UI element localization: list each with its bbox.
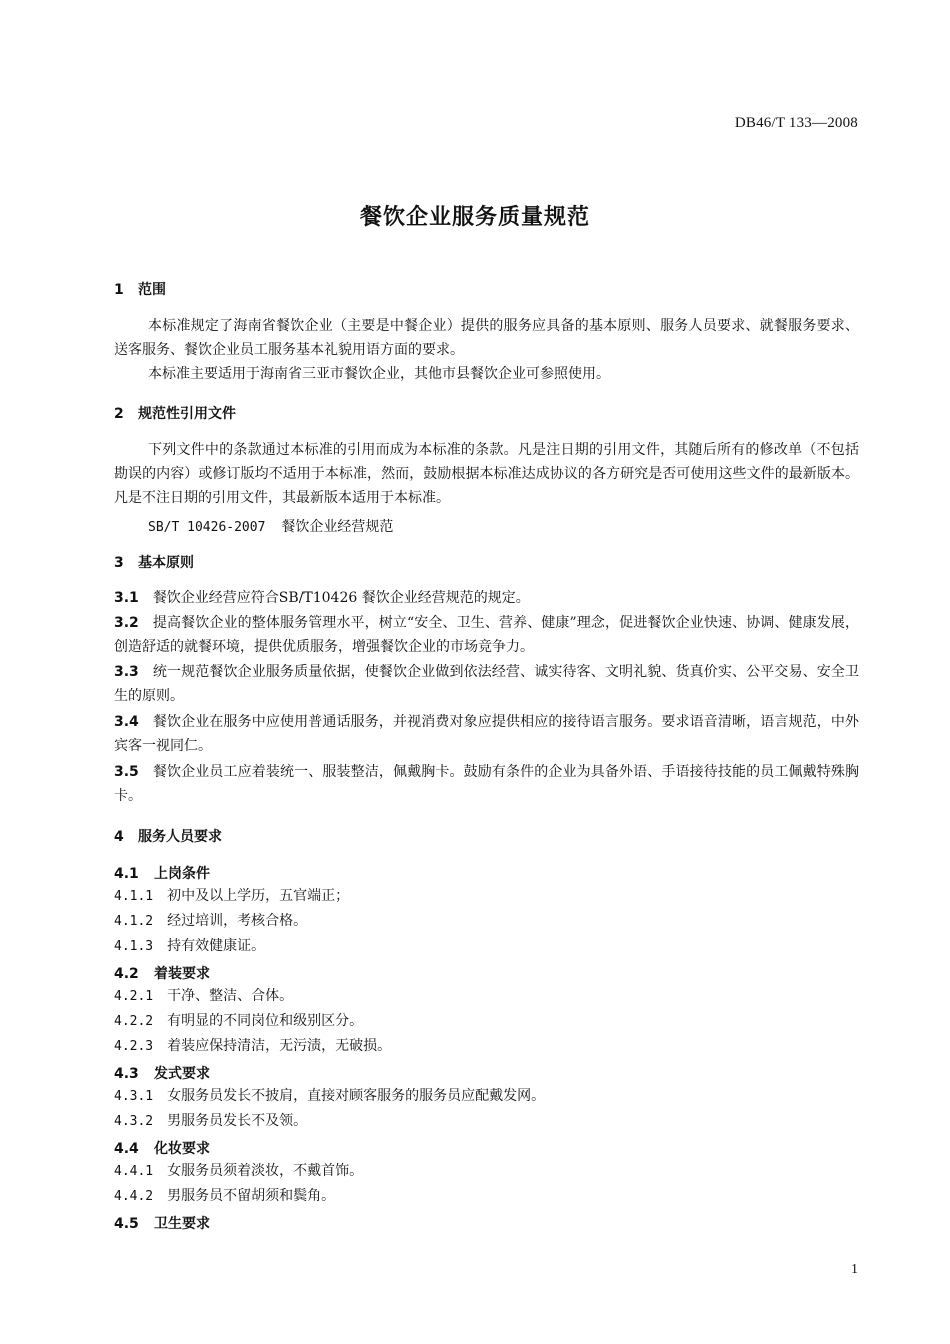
clause-text: 餐饮企业经营应符合SB/T10426 餐饮企业经营规范的规定。 [152, 590, 530, 606]
clause-number: 3.1 [114, 590, 139, 606]
subsection-number: 4.5 [114, 1216, 139, 1232]
subsection-heading-4-5 [114, 1213, 210, 1233]
clause-number: 3.4 [114, 714, 139, 730]
normative-reference [148, 516, 393, 536]
section-title: 规范性引用文件 [138, 406, 236, 422]
section-title: 基本原则 [138, 555, 194, 571]
subsection-heading-4-4 [114, 1138, 210, 1158]
clause-text: 统一规范餐饮企业服务质量依据，使餐饮企业做到依法经营、诚实待客、文明礼貌、货真价实、公平交易、安全卫生的原则。 [114, 664, 859, 704]
section-number: 3 [114, 555, 124, 571]
section-heading-4 [114, 826, 222, 846]
item-number: 4.2.3 [114, 1039, 154, 1054]
document-number: DB46/T 133—2008 [734, 115, 858, 131]
paragraph: 本标准规定了海南省餐饮企业（主要是中餐企业）提供的服务应具备的基本原则、服务人员要求、就餐服务要求、送客服务、餐饮企业员工服务基本礼貌用语方面的要求。 [114, 318, 859, 358]
subsection-number: 4.3 [114, 1066, 139, 1082]
subsection-title: 化妆要求 [154, 1141, 210, 1157]
subsection-title: 卫生要求 [154, 1216, 210, 1232]
subsection-title: 发式要求 [154, 1066, 210, 1082]
item-text: 男服务员发长不及领。 [167, 1113, 308, 1129]
reference-code: SB/T 10426-2007 [148, 520, 266, 535]
subsection-number: 4.1 [114, 866, 139, 882]
item-number: 4.1.1 [114, 889, 154, 904]
item-number: 4.1.3 [114, 939, 154, 954]
clause-text: 餐饮企业员工应着装统一、服装整洁，佩戴胸卡。鼓励有条件的企业为具备外语、手语接待技能的员工佩戴特殊胸卡。 [114, 764, 859, 804]
item-text: 经过培训，考核合格。 [167, 913, 308, 929]
item-number: 4.2.1 [114, 989, 154, 1004]
clause-number: 3.5 [114, 764, 139, 780]
clause-3-2 [114, 611, 859, 659]
item-4-4-1 [114, 1159, 363, 1184]
item-number: 4.2.2 [114, 1014, 154, 1029]
paragraph: 下列文件中的条款通过本标准的引用而成为本标准的条款。凡是注日期的引用文件，其随后所有的修改单（不包括勘误的内容）或修订版均不适用于本标准，然而，鼓励根据本标准达成协议的各方研究是否可使用这些文件的最新版本。凡是不注日期的引用文件，其最新版本适用于本标准。 [114, 442, 859, 506]
item-4-3-1 [114, 1084, 545, 1109]
item-4-4-2 [114, 1184, 335, 1209]
section-number: 2 [114, 406, 124, 422]
section-heading-1 [114, 279, 166, 299]
paragraph: 本标准主要适用于海南省三亚市餐饮企业，其他市县餐饮企业可参照使用。 [148, 366, 610, 382]
clause-number: 3.2 [114, 615, 139, 631]
item-number: 4.3.1 [114, 1089, 154, 1104]
subsection-number: 4.2 [114, 966, 139, 982]
item-text: 初中及以上学历，五官端正； [167, 888, 350, 904]
subsection-heading-4-1 [114, 863, 210, 883]
document-title: 餐饮企业服务质量规范 [359, 205, 590, 230]
item-text: 女服务员发长不披肩，直接对顾客服务的服务员应配戴发网。 [167, 1088, 546, 1104]
section-title: 服务人员要求 [138, 829, 222, 845]
item-text: 干净、整洁、合体。 [167, 988, 294, 1004]
item-4-3-2 [114, 1109, 307, 1134]
subsection-title: 上岗条件 [154, 866, 210, 882]
item-number: 4.3.2 [114, 1114, 154, 1129]
clause-text: 餐饮企业在服务中应使用普通话服务，并视消费对象应提供相应的接待语言服务。要求语音清晰，语言规范，中外宾客一视同仁。 [114, 714, 859, 754]
item-number: 4.4.1 [114, 1164, 154, 1179]
item-text: 着装应保持清洁，无污渍，无破损。 [167, 1038, 392, 1054]
clause-3-4 [114, 710, 859, 758]
item-4-2-3 [114, 1034, 391, 1059]
subsection-title: 着装要求 [154, 966, 210, 982]
section-title: 范围 [138, 282, 166, 298]
item-4-1-2 [114, 909, 307, 934]
clause-3-5 [114, 760, 859, 808]
item-text: 有明显的不同岗位和级别区分。 [167, 1013, 364, 1029]
clause-text: 提高餐饮企业的整体服务管理水平，树立“安全、卫生、营养、健康”理念，促进餐饮企业快速、协调、健康发展，创造舒适的就餐环境，提供优质服务，增强餐饮企业的市场竞争力。 [114, 615, 859, 655]
item-number: 4.1.2 [114, 914, 154, 929]
section-number: 4 [114, 829, 124, 845]
clause-3-3 [114, 660, 859, 708]
item-text: 持有效健康证。 [167, 938, 266, 954]
section-heading-2 [114, 403, 236, 423]
subsection-heading-4-3 [114, 1063, 210, 1083]
subsection-heading-4-2 [114, 963, 210, 983]
item-text: 男服务员不留胡须和鬓角。 [167, 1188, 336, 1204]
subsection-number: 4.4 [114, 1141, 139, 1157]
item-4-1-1 [114, 884, 349, 909]
item-4-2-2 [114, 1009, 363, 1034]
item-text: 女服务员须着淡妆，不戴首饰。 [167, 1163, 364, 1179]
item-4-1-3 [114, 934, 265, 959]
section-number: 1 [114, 282, 124, 298]
item-number: 4.4.2 [114, 1189, 154, 1204]
page-number: 1 [851, 1262, 858, 1277]
reference-title: 餐饮企业经营规范 [281, 519, 394, 535]
clause-3-1 [114, 586, 859, 610]
section-heading-3 [114, 552, 194, 572]
item-4-2-1 [114, 984, 293, 1009]
clause-number: 3.3 [114, 664, 139, 680]
